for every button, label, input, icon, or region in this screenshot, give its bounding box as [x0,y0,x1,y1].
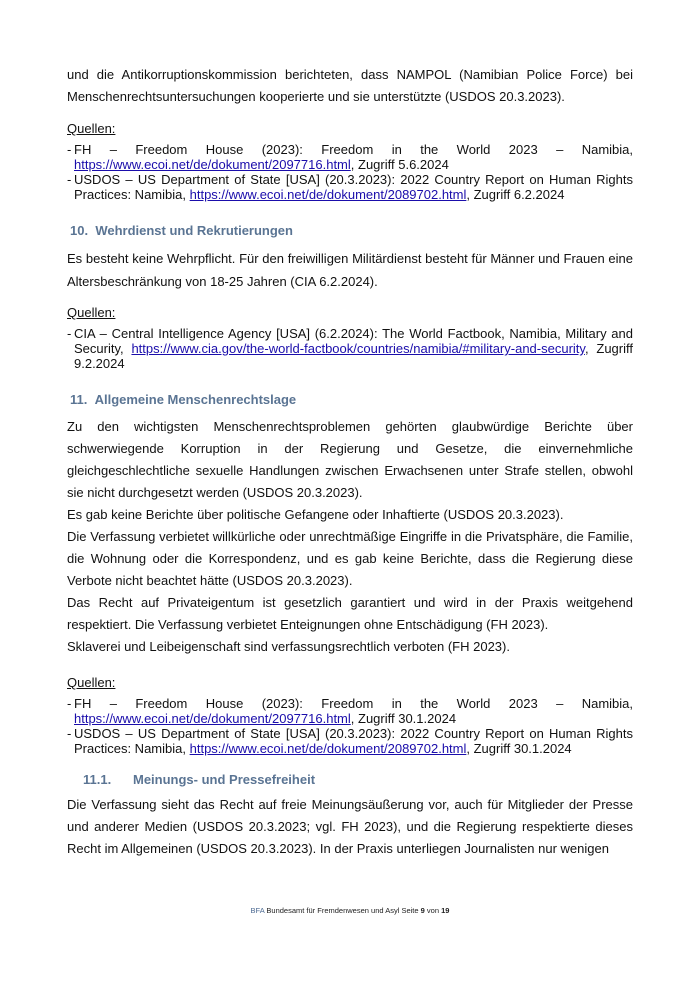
sources-block-1 [67,121,633,202]
footer-von: von [426,906,440,915]
footer-page-number: 9 [420,906,425,915]
section-11-1-paragraph: Die Verfassung sieht das Recht auf freie Meinungsäußerung vor, auch für Mitglieder der Presse und anderer Medien (USDOS 20.3.2023; vgl. FH 2023), und die Regierung respektierte dieses Recht im Allgemeinen (USDOS 20.3.2023). In der Praxis unterliegen Journalisten nur wenigen [67,797,633,856]
section-title: Wehrdienst und Rekrutierungen [95,223,293,238]
source-item [67,696,633,726]
section-11-paragraph: Sklaverei und Leibeigenschaft sind verfassungsrechtlich verboten (FH 2023). [67,639,510,654]
source-link[interactable]: https://www.ecoi.net/de/dokument/2097716.html [74,711,351,726]
section-11-body [67,416,633,658]
source-access: , Zugriff 5.6.2024 [350,157,449,172]
section-heading-10 [70,222,293,240]
source-link[interactable]: https://www.ecoi.net/de/dokument/2089702.html [189,187,467,202]
sources-label: Quellen: [67,305,116,320]
section-number: 11.1. [83,772,112,787]
bfa-logo-text: BFA [250,906,265,915]
source-item [67,726,633,756]
page-footer [0,906,700,915]
section-number: 10. [70,223,89,238]
sources-label: Quellen: [67,675,116,690]
source-item [67,172,633,202]
source-text: - FH – Freedom House (2023): Freedom in the World 2023 – Namibia, [74,696,633,711]
source-text: USDOS – US Department of State [USA] (20.3.2023): 2022 Country Report on Human Rights Practices: Namibia, [74,726,633,756]
intro-paragraph: und die Antikorruptionskommission berichteten, dass NAMPOL (Namibian Police Force) bei Menschenrechtsuntersuchungen kooperierte und sie unterstützte (USDOS 20.3.2023). [67,67,633,104]
section-number: 11. [70,392,88,407]
section-11-paragraph: Zu den wichtigsten Menschenrechtsproblemen gehörten glaubwürdige Berichte über schwerwiegende Korruption in der Regierung und Gesetze, die einvernehmliche gleichgeschlechtliche sexuelle Handlungen zwischen Erwachsenen unter Strafe stellen, obwohl sie nicht durchgesetzt werden (USDOS 20.3.2023). [67,419,633,500]
section-heading-11-1 [83,771,315,789]
section-11-paragraph: Die Verfassung verbietet willkürliche oder unrechtmäßige Eingriffe in die Privatsphäre, die Familie, die Wohnung oder die Korrespondenz, und es gab keine Berichte, dass die Regierung diese Verbote nicht beachtet hätte (USDOS 20.3.2023). [67,529,633,588]
section-title: Allgemeine Menschenrechtslage [94,392,297,407]
sources-block-11 [67,675,633,756]
section-11-paragraph: Es gab keine Berichte über politische Gefangene oder Inhaftierte (USDOS 20.3.2023). [67,507,564,522]
footer-page-total: 19 [441,906,450,915]
source-item [67,142,633,172]
source-text: - FH – Freedom House (2023): Freedom in the World 2023 – Namibia, [74,142,633,157]
section-11-paragraph: Das Recht auf Privateigentum ist gesetzlich garantiert und wird in der Praxis weitgehend respektiert. Die Verfassung verbietet Enteignungen ohne Entschädigung (FH 2023). [67,595,633,632]
source-access: , Zugriff 30.1.2024 [350,711,457,726]
source-text: USDOS – US Department of State [USA] (20.3.2023): 2022 Country Report on Human Rights Practices: Namibia, [74,172,633,202]
sources-block-10 [67,305,633,371]
section-title: Meinungs- und Pressefreiheit [133,772,316,787]
source-link[interactable]: https://www.cia.gov/the-world-factbook/countries/namibia/#military-and-security [131,341,585,356]
source-access: , Zugriff 30.1.2024 [466,741,572,756]
footer-org: Bundesamt für Fremdenwesen und Asyl Seite [266,906,419,915]
section-heading-11 [70,391,296,409]
source-access: , Zugriff 9.2.2024 [74,341,633,371]
source-access: , Zugriff 6.2.2024 [466,187,565,202]
source-link[interactable]: https://www.ecoi.net/de/dokument/2097716.html [74,157,351,172]
sources-label: Quellen: [67,121,116,136]
source-text: CIA – Central Intelligence Agency [USA] (6.2.2024): The World Factbook, Namibia, Military and Security, [74,326,633,356]
source-item [67,326,633,371]
source-link[interactable]: https://www.ecoi.net/de/dokument/2089702.html [189,741,467,756]
section-10-paragraph: Es besteht keine Wehrpflicht. Für den freiwilligen Militärdienst besteht für Männer und Frauen eine Altersbeschränkung von 18-25 Jahren (CIA 6.2.2024). [67,251,633,289]
